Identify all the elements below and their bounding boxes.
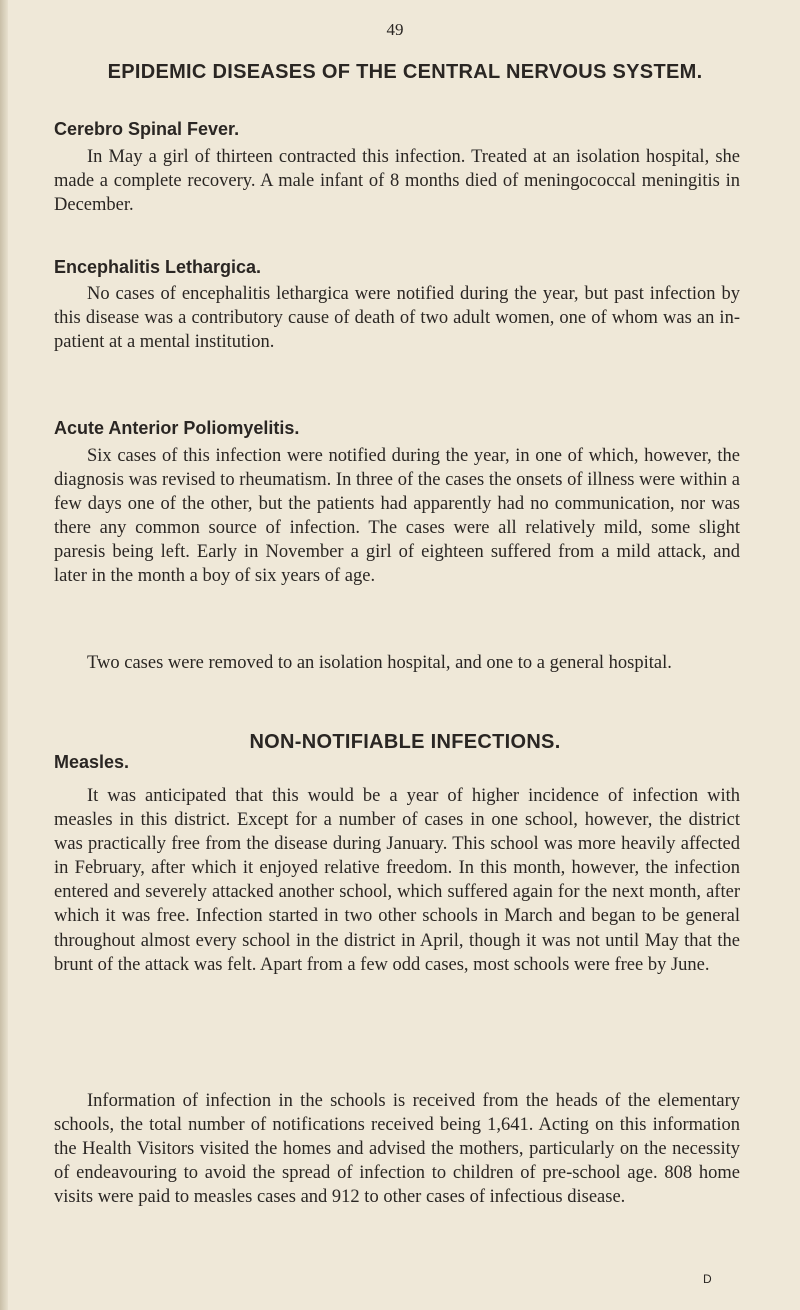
paragraph-measles-notifications: Information of infection in the schools is received from the heads of the elementary schools, the total number of notifications received being 1,641. Acting on this information the Health Visitors visited the homes and advised the mothers, particularly on the necessity of endeavouring to avoid the spread of infection to children of pre-school age. 808 home visits were paid to measles cases and 912 to other cases of infectious disease. [54,1091,740,1208]
section-title-non-notifiable-infections: NON-NOTIFIABLE INFECTIONS. [249,731,561,753]
signature-mark: D [703,1272,712,1286]
section-heading-acute-anterior-poliomyelitis: Acute Anterior Poliomyelitis. [54,418,300,438]
section-heading-encephalitis-lethargica: Encephalitis Lethargica. [54,257,262,277]
section-heading-cerebro-spinal-fever: Cerebro Spinal Fever. [54,119,240,139]
page-title: EPIDEMIC DISEASES OF THE CENTRAL NERVOUS SYSTEM. [107,61,703,83]
page-number: 49 [386,20,404,39]
paragraph-poliomyelitis-cases: Six cases of this infection were notified during the year, in one of which, however, the diagnosis was revised to rheumatism. In three of the cases the onsets of illness were within a few days one of the other, but the patients had apparently had no communication, nor was there any common source of infection. The cases were all relatively mild, some slight paresis being left. Early in November a girl of eighteen suffered from a mild attack, and later in the month a boy of six years of age. [54,446,740,587]
section-heading-measles: Measles. [54,752,130,772]
paragraph-poliomyelitis-removals: Two cases were removed to an isolation hospital, and one to a general hospital. [87,653,672,673]
paragraph-cerebro-spinal-fever: In May a girl of thirteen contracted this infection. Treated at an isolation hospital, she made a complete recovery. A male infant of 8 months died of meningococcal meningitis in December. [54,147,740,216]
paragraph-encephalitis-lethargica: No cases of encephalitis lethargica were notified during the year, but past infection by this disease was a contributory cause of death of two adult women, one of whom was an in-patient at a mental institution. [54,284,740,353]
paragraph-measles-incidence: It was anticipated that this would be a year of higher incidence of infection with measles in this district. Except for a number of cases in one school, however, the district was practically free from the disease during January. This school was more heavily affected in February, after which it enjoyed relative freedom. In this month, however, the infection entered and severely attacked another school, which suffered again for the next month, after which it was free. Infection started in two other schools in March and began to be general throughout almost every school in the district in April, though it was not until May that the brunt of the attack was felt. Apart from a few odd cases, most schools were free by June. [54,786,740,975]
page-edge-shadow [0,0,8,1310]
